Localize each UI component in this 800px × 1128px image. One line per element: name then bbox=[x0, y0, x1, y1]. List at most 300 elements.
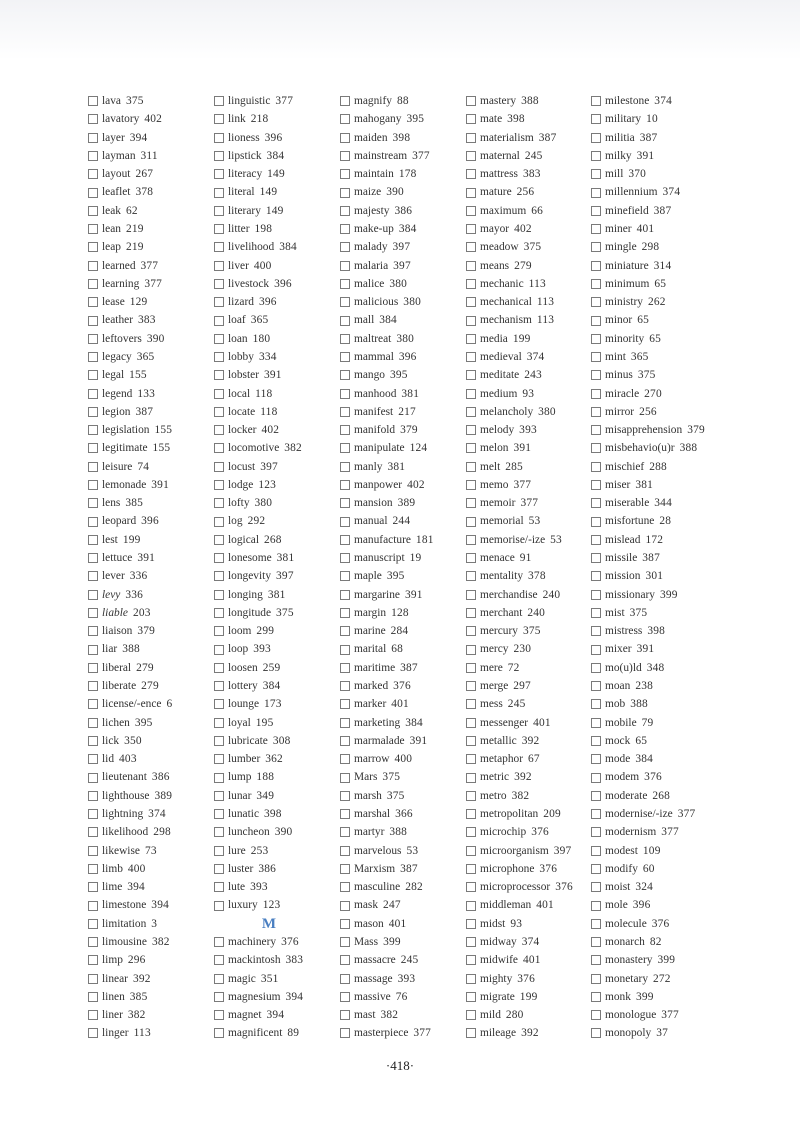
checkbox-square-icon[interactable] bbox=[214, 608, 224, 618]
checkbox-square-icon[interactable] bbox=[591, 791, 601, 801]
checkbox-square-icon[interactable] bbox=[591, 974, 601, 984]
entry-word: linen bbox=[102, 990, 125, 1003]
checkbox-square-icon[interactable] bbox=[214, 736, 224, 746]
entry-page-ref: 365 bbox=[136, 350, 155, 363]
index-entry bbox=[591, 330, 721, 348]
checkbox-square-icon[interactable] bbox=[214, 206, 224, 216]
checkbox-square-icon[interactable] bbox=[88, 261, 98, 271]
entry-word: metaphor bbox=[480, 753, 524, 766]
checkbox-square-icon[interactable] bbox=[88, 754, 98, 764]
checkbox-square-icon[interactable] bbox=[466, 571, 476, 581]
entry-page-ref: 37 bbox=[656, 1027, 668, 1040]
index-entry bbox=[88, 896, 218, 914]
checkbox-square-icon[interactable] bbox=[340, 974, 350, 984]
index-entry bbox=[340, 842, 470, 860]
checkbox-square-icon[interactable] bbox=[340, 352, 350, 362]
checkbox-square-icon[interactable] bbox=[88, 827, 98, 837]
index-entry bbox=[88, 878, 218, 896]
checkbox-square-icon[interactable] bbox=[466, 334, 476, 344]
checkbox-square-icon[interactable] bbox=[591, 754, 601, 764]
checkbox-square-icon[interactable] bbox=[591, 919, 601, 929]
checkbox-square-icon[interactable] bbox=[88, 498, 98, 508]
checkbox-square-icon[interactable] bbox=[466, 791, 476, 801]
checkbox-square-icon[interactable] bbox=[591, 846, 601, 856]
checkbox-square-icon[interactable] bbox=[466, 882, 476, 892]
checkbox-square-icon[interactable] bbox=[466, 151, 476, 161]
checkbox-square-icon[interactable] bbox=[591, 681, 601, 691]
index-entry bbox=[214, 348, 344, 366]
entry-word: media bbox=[480, 332, 508, 345]
checkbox-square-icon[interactable] bbox=[88, 1028, 98, 1038]
checkbox-square-icon[interactable] bbox=[214, 718, 224, 728]
checkbox-square-icon[interactable] bbox=[88, 407, 98, 417]
checkbox-square-icon[interactable] bbox=[340, 882, 350, 892]
checkbox-square-icon[interactable] bbox=[466, 297, 476, 307]
checkbox-square-icon[interactable] bbox=[340, 133, 350, 143]
checkbox-square-icon[interactable] bbox=[214, 480, 224, 490]
checkbox-square-icon[interactable] bbox=[214, 517, 224, 527]
checkbox-square-icon[interactable] bbox=[214, 425, 224, 435]
checkbox-square-icon[interactable] bbox=[591, 937, 601, 947]
checkbox-square-icon[interactable] bbox=[214, 864, 224, 874]
checkbox-square-icon[interactable] bbox=[466, 242, 476, 252]
checkbox-square-icon[interactable] bbox=[466, 425, 476, 435]
checkbox-square-icon[interactable] bbox=[214, 407, 224, 417]
entry-page-ref: 387 bbox=[400, 862, 418, 875]
checkbox-square-icon[interactable] bbox=[466, 133, 476, 143]
checkbox-square-icon[interactable] bbox=[591, 498, 601, 508]
checkbox-square-icon[interactable] bbox=[591, 718, 601, 728]
checkbox-square-icon[interactable] bbox=[466, 901, 476, 911]
checkbox-square-icon[interactable] bbox=[466, 462, 476, 472]
checkbox-square-icon[interactable] bbox=[466, 919, 476, 929]
checkbox-square-icon[interactable] bbox=[340, 188, 350, 198]
checkbox-square-icon[interactable] bbox=[340, 608, 350, 618]
checkbox-square-icon[interactable] bbox=[88, 352, 98, 362]
checkbox-square-icon[interactable] bbox=[340, 425, 350, 435]
checkbox-square-icon[interactable] bbox=[340, 407, 350, 417]
checkbox-square-icon[interactable] bbox=[591, 663, 601, 673]
checkbox-square-icon[interactable] bbox=[591, 443, 601, 453]
checkbox-square-icon[interactable] bbox=[214, 370, 224, 380]
checkbox-square-icon[interactable] bbox=[340, 901, 350, 911]
index-entry bbox=[340, 787, 470, 805]
checkbox-square-icon[interactable] bbox=[591, 261, 601, 271]
entry-page-ref: 382 bbox=[511, 789, 530, 802]
checkbox-square-icon[interactable] bbox=[88, 96, 98, 106]
checkbox-square-icon[interactable] bbox=[340, 754, 350, 764]
checkbox-square-icon[interactable] bbox=[214, 901, 224, 911]
checkbox-square-icon[interactable] bbox=[88, 937, 98, 947]
checkbox-square-icon[interactable] bbox=[88, 608, 98, 618]
checkbox-square-icon[interactable] bbox=[591, 206, 601, 216]
checkbox-square-icon[interactable] bbox=[466, 718, 476, 728]
checkbox-square-icon[interactable] bbox=[88, 151, 98, 161]
index-entry bbox=[591, 183, 721, 201]
checkbox-square-icon[interactable] bbox=[340, 370, 350, 380]
index-entry bbox=[466, 348, 596, 366]
checkbox-square-icon[interactable] bbox=[340, 498, 350, 508]
checkbox-square-icon[interactable] bbox=[591, 133, 601, 143]
entry-page-ref: 376 bbox=[555, 881, 573, 894]
checkbox-square-icon[interactable] bbox=[214, 809, 224, 819]
checkbox-square-icon[interactable] bbox=[214, 498, 224, 508]
checkbox-square-icon[interactable] bbox=[466, 389, 476, 399]
entry-page-ref: 181 bbox=[415, 533, 434, 546]
checkbox-square-icon[interactable] bbox=[340, 645, 350, 655]
checkbox-square-icon[interactable] bbox=[214, 553, 224, 563]
checkbox-square-icon[interactable] bbox=[466, 1028, 476, 1038]
checkbox-square-icon[interactable] bbox=[214, 846, 224, 856]
checkbox-square-icon[interactable] bbox=[214, 1028, 224, 1038]
checkbox-square-icon[interactable] bbox=[340, 389, 350, 399]
checkbox-square-icon[interactable] bbox=[591, 297, 601, 307]
checkbox-square-icon[interactable] bbox=[591, 773, 601, 783]
checkbox-square-icon[interactable] bbox=[340, 1010, 350, 1020]
checkbox-square-icon[interactable] bbox=[591, 279, 601, 289]
checkbox-square-icon[interactable] bbox=[88, 809, 98, 819]
checkbox-square-icon[interactable] bbox=[591, 334, 601, 344]
checkbox-square-icon[interactable] bbox=[466, 626, 476, 636]
checkbox-square-icon[interactable] bbox=[88, 279, 98, 289]
checkbox-square-icon[interactable] bbox=[466, 1010, 476, 1020]
checkbox-square-icon[interactable] bbox=[88, 1010, 98, 1020]
checkbox-square-icon[interactable] bbox=[340, 517, 350, 527]
checkbox-square-icon[interactable] bbox=[88, 517, 98, 527]
checkbox-square-icon[interactable] bbox=[214, 1010, 224, 1020]
checkbox-square-icon[interactable] bbox=[591, 827, 601, 837]
checkbox-square-icon[interactable] bbox=[88, 224, 98, 234]
checkbox-square-icon[interactable] bbox=[340, 242, 350, 252]
checkbox-square-icon[interactable] bbox=[88, 645, 98, 655]
checkbox-square-icon[interactable] bbox=[340, 809, 350, 819]
checkbox-square-icon[interactable] bbox=[340, 773, 350, 783]
checkbox-square-icon[interactable] bbox=[88, 206, 98, 216]
checkbox-square-icon[interactable] bbox=[88, 297, 98, 307]
checkbox-square-icon[interactable] bbox=[591, 389, 601, 399]
checkbox-square-icon[interactable] bbox=[466, 846, 476, 856]
checkbox-square-icon[interactable] bbox=[591, 901, 601, 911]
checkbox-square-icon[interactable] bbox=[466, 96, 476, 106]
checkbox-square-icon[interactable] bbox=[88, 663, 98, 673]
checkbox-square-icon[interactable] bbox=[340, 681, 350, 691]
checkbox-square-icon[interactable] bbox=[466, 681, 476, 691]
entry-page-ref: 65 bbox=[649, 332, 662, 345]
checkbox-square-icon[interactable] bbox=[214, 462, 224, 472]
checkbox-square-icon[interactable] bbox=[214, 992, 224, 1002]
checkbox-square-icon[interactable] bbox=[340, 206, 350, 216]
checkbox-square-icon[interactable] bbox=[88, 626, 98, 636]
checkbox-square-icon[interactable] bbox=[340, 535, 350, 545]
checkbox-square-icon[interactable] bbox=[214, 955, 224, 965]
checkbox-square-icon[interactable] bbox=[466, 316, 476, 326]
checkbox-square-icon[interactable] bbox=[340, 1028, 350, 1038]
checkbox-square-icon[interactable] bbox=[591, 169, 601, 179]
checkbox-square-icon[interactable] bbox=[214, 242, 224, 252]
checkbox-square-icon[interactable] bbox=[466, 188, 476, 198]
checkbox-square-icon[interactable] bbox=[466, 590, 476, 600]
checkbox-square-icon[interactable] bbox=[340, 791, 350, 801]
checkbox-square-icon[interactable] bbox=[214, 827, 224, 837]
checkbox-square-icon[interactable] bbox=[214, 937, 224, 947]
checkbox-square-icon[interactable] bbox=[88, 462, 98, 472]
index-entry bbox=[214, 494, 344, 512]
checkbox-square-icon[interactable] bbox=[340, 827, 350, 837]
index-entry bbox=[591, 1024, 721, 1042]
entry-page-ref: 401 bbox=[388, 917, 407, 930]
checkbox-square-icon[interactable] bbox=[214, 754, 224, 764]
checkbox-square-icon[interactable] bbox=[214, 791, 224, 801]
checkbox-square-icon[interactable] bbox=[591, 224, 601, 234]
checkbox-square-icon[interactable] bbox=[466, 754, 476, 764]
checkbox-square-icon[interactable] bbox=[88, 443, 98, 453]
checkbox-square-icon[interactable] bbox=[88, 425, 98, 435]
checkbox-square-icon[interactable] bbox=[214, 133, 224, 143]
checkbox-square-icon[interactable] bbox=[340, 297, 350, 307]
checkbox-square-icon[interactable] bbox=[591, 608, 601, 618]
checkbox-square-icon[interactable] bbox=[466, 974, 476, 984]
checkbox-square-icon[interactable] bbox=[466, 809, 476, 819]
checkbox-square-icon[interactable] bbox=[214, 334, 224, 344]
checkbox-square-icon[interactable] bbox=[214, 261, 224, 271]
checkbox-square-icon[interactable] bbox=[88, 169, 98, 179]
checkbox-square-icon[interactable] bbox=[88, 736, 98, 746]
checkbox-square-icon[interactable] bbox=[340, 151, 350, 161]
checkbox-square-icon[interactable] bbox=[466, 114, 476, 124]
checkbox-square-icon[interactable] bbox=[591, 955, 601, 965]
checkbox-square-icon[interactable] bbox=[214, 389, 224, 399]
checkbox-square-icon[interactable] bbox=[88, 718, 98, 728]
checkbox-square-icon[interactable] bbox=[88, 316, 98, 326]
checkbox-square-icon[interactable] bbox=[88, 590, 98, 600]
checkbox-square-icon[interactable] bbox=[591, 316, 601, 326]
entry-page-ref: 188 bbox=[256, 771, 275, 784]
entry-word: logical bbox=[228, 533, 259, 546]
checkbox-square-icon[interactable] bbox=[466, 864, 476, 874]
checkbox-square-icon[interactable] bbox=[88, 571, 98, 581]
checkbox-square-icon[interactable] bbox=[466, 663, 476, 673]
checkbox-square-icon[interactable] bbox=[591, 517, 601, 527]
checkbox-square-icon[interactable] bbox=[88, 773, 98, 783]
checkbox-square-icon[interactable] bbox=[591, 407, 601, 417]
checkbox-square-icon[interactable] bbox=[466, 498, 476, 508]
checkbox-square-icon[interactable] bbox=[214, 352, 224, 362]
checkbox-square-icon[interactable] bbox=[340, 626, 350, 636]
checkbox-square-icon[interactable] bbox=[340, 864, 350, 874]
checkbox-square-icon[interactable] bbox=[591, 96, 601, 106]
checkbox-square-icon[interactable] bbox=[591, 535, 601, 545]
checkbox-square-icon[interactable] bbox=[88, 242, 98, 252]
entry-word: minimum bbox=[605, 277, 650, 290]
checkbox-square-icon[interactable] bbox=[214, 626, 224, 636]
checkbox-square-icon[interactable] bbox=[88, 389, 98, 399]
checkbox-square-icon[interactable] bbox=[340, 334, 350, 344]
checkbox-square-icon[interactable] bbox=[214, 297, 224, 307]
checkbox-square-icon[interactable] bbox=[591, 864, 601, 874]
checkbox-square-icon[interactable] bbox=[88, 370, 98, 380]
checkbox-square-icon[interactable] bbox=[591, 882, 601, 892]
entry-page-ref: 240 bbox=[542, 588, 561, 601]
index-entry bbox=[214, 220, 344, 238]
checkbox-square-icon[interactable] bbox=[340, 919, 350, 929]
entry-word: mirror bbox=[605, 405, 635, 418]
checkbox-square-icon[interactable] bbox=[214, 590, 224, 600]
checkbox-square-icon[interactable] bbox=[591, 736, 601, 746]
entry-word: marvelous bbox=[354, 844, 402, 857]
checkbox-square-icon[interactable] bbox=[214, 169, 224, 179]
checkbox-square-icon[interactable] bbox=[591, 590, 601, 600]
checkbox-square-icon[interactable] bbox=[340, 462, 350, 472]
checkbox-square-icon[interactable] bbox=[591, 571, 601, 581]
checkbox-square-icon[interactable] bbox=[214, 882, 224, 892]
checkbox-square-icon[interactable] bbox=[214, 681, 224, 691]
checkbox-square-icon[interactable] bbox=[88, 133, 98, 143]
checkbox-square-icon[interactable] bbox=[466, 480, 476, 490]
checkbox-square-icon[interactable] bbox=[88, 114, 98, 124]
checkbox-square-icon[interactable] bbox=[340, 169, 350, 179]
checkbox-square-icon[interactable] bbox=[591, 188, 601, 198]
checkbox-square-icon[interactable] bbox=[340, 279, 350, 289]
checkbox-square-icon[interactable] bbox=[88, 919, 98, 929]
checkbox-square-icon[interactable] bbox=[214, 571, 224, 581]
checkbox-square-icon[interactable] bbox=[88, 553, 98, 563]
checkbox-square-icon[interactable] bbox=[591, 1028, 601, 1038]
checkbox-square-icon[interactable] bbox=[466, 773, 476, 783]
checkbox-square-icon[interactable] bbox=[591, 242, 601, 252]
checkbox-square-icon[interactable] bbox=[340, 224, 350, 234]
checkbox-square-icon[interactable] bbox=[466, 553, 476, 563]
checkbox-square-icon[interactable] bbox=[466, 827, 476, 837]
entry-page-ref: 93 bbox=[510, 917, 523, 930]
checkbox-square-icon[interactable] bbox=[466, 261, 476, 271]
checkbox-square-icon[interactable] bbox=[88, 992, 98, 1002]
checkbox-square-icon[interactable] bbox=[340, 846, 350, 856]
checkbox-square-icon[interactable] bbox=[340, 443, 350, 453]
checkbox-square-icon[interactable] bbox=[88, 955, 98, 965]
checkbox-square-icon[interactable] bbox=[214, 96, 224, 106]
checkbox-square-icon[interactable] bbox=[466, 407, 476, 417]
checkbox-square-icon[interactable] bbox=[466, 535, 476, 545]
checkbox-square-icon[interactable] bbox=[591, 809, 601, 819]
index-entry bbox=[88, 970, 218, 988]
checkbox-square-icon[interactable] bbox=[591, 114, 601, 124]
checkbox-square-icon[interactable] bbox=[340, 114, 350, 124]
entry-word: milky bbox=[605, 149, 632, 162]
checkbox-square-icon[interactable] bbox=[340, 955, 350, 965]
index-entry bbox=[88, 512, 218, 530]
checkbox-square-icon[interactable] bbox=[466, 279, 476, 289]
checkbox-square-icon[interactable] bbox=[340, 699, 350, 709]
checkbox-square-icon[interactable] bbox=[466, 352, 476, 362]
checkbox-square-icon[interactable] bbox=[466, 736, 476, 746]
checkbox-square-icon[interactable] bbox=[340, 96, 350, 106]
checkbox-square-icon[interactable] bbox=[214, 663, 224, 673]
checkbox-square-icon[interactable] bbox=[466, 224, 476, 234]
checkbox-square-icon[interactable] bbox=[214, 316, 224, 326]
checkbox-square-icon[interactable] bbox=[340, 553, 350, 563]
checkbox-square-icon[interactable] bbox=[214, 151, 224, 161]
checkbox-square-icon[interactable] bbox=[340, 937, 350, 947]
checkbox-square-icon[interactable] bbox=[591, 425, 601, 435]
checkbox-square-icon[interactable] bbox=[88, 681, 98, 691]
checkbox-square-icon[interactable] bbox=[340, 590, 350, 600]
checkbox-square-icon[interactable] bbox=[88, 846, 98, 856]
checkbox-square-icon[interactable] bbox=[88, 791, 98, 801]
index-entry bbox=[466, 896, 596, 914]
checkbox-square-icon[interactable] bbox=[591, 992, 601, 1002]
checkbox-square-icon[interactable] bbox=[214, 645, 224, 655]
entry-page-ref: 324 bbox=[635, 881, 654, 894]
checkbox-square-icon[interactable] bbox=[214, 699, 224, 709]
checkbox-square-icon[interactable] bbox=[214, 535, 224, 545]
index-entry bbox=[591, 531, 721, 549]
checkbox-square-icon[interactable] bbox=[591, 1010, 601, 1020]
index-entry bbox=[591, 640, 721, 658]
checkbox-square-icon[interactable] bbox=[466, 206, 476, 216]
checkbox-square-icon[interactable] bbox=[214, 773, 224, 783]
checkbox-square-icon[interactable] bbox=[591, 480, 601, 490]
checkbox-square-icon[interactable] bbox=[214, 188, 224, 198]
checkbox-square-icon[interactable] bbox=[214, 443, 224, 453]
index-column-1 bbox=[88, 92, 218, 1043]
checkbox-square-icon[interactable] bbox=[214, 279, 224, 289]
checkbox-square-icon[interactable] bbox=[340, 480, 350, 490]
checkbox-square-icon[interactable] bbox=[466, 992, 476, 1002]
checkbox-square-icon[interactable] bbox=[88, 974, 98, 984]
checkbox-square-icon[interactable] bbox=[214, 114, 224, 124]
checkbox-square-icon[interactable] bbox=[340, 718, 350, 728]
checkbox-square-icon[interactable] bbox=[340, 571, 350, 581]
checkbox-square-icon[interactable] bbox=[466, 937, 476, 947]
checkbox-square-icon[interactable] bbox=[340, 316, 350, 326]
checkbox-square-icon[interactable] bbox=[591, 352, 601, 362]
checkbox-square-icon[interactable] bbox=[88, 882, 98, 892]
checkbox-square-icon[interactable] bbox=[466, 517, 476, 527]
checkbox-square-icon[interactable] bbox=[88, 334, 98, 344]
entry-word: lean bbox=[102, 222, 121, 235]
checkbox-square-icon[interactable] bbox=[591, 370, 601, 380]
checkbox-square-icon[interactable] bbox=[340, 261, 350, 271]
checkbox-square-icon[interactable] bbox=[88, 901, 98, 911]
checkbox-square-icon[interactable] bbox=[214, 224, 224, 234]
checkbox-square-icon[interactable] bbox=[88, 699, 98, 709]
entry-page-ref: 113 bbox=[536, 296, 555, 309]
checkbox-square-icon[interactable] bbox=[340, 992, 350, 1002]
checkbox-square-icon[interactable] bbox=[591, 553, 601, 563]
checkbox-square-icon[interactable] bbox=[466, 699, 476, 709]
checkbox-square-icon[interactable] bbox=[466, 370, 476, 380]
entry-word: margin bbox=[354, 606, 387, 619]
checkbox-square-icon[interactable] bbox=[88, 480, 98, 490]
checkbox-square-icon[interactable] bbox=[466, 608, 476, 618]
checkbox-square-icon[interactable] bbox=[340, 736, 350, 746]
checkbox-square-icon[interactable] bbox=[466, 169, 476, 179]
checkbox-square-icon[interactable] bbox=[591, 151, 601, 161]
checkbox-square-icon[interactable] bbox=[340, 663, 350, 673]
checkbox-square-icon[interactable] bbox=[214, 974, 224, 984]
checkbox-square-icon[interactable] bbox=[88, 188, 98, 198]
checkbox-square-icon[interactable] bbox=[466, 443, 476, 453]
checkbox-square-icon[interactable] bbox=[466, 645, 476, 655]
checkbox-square-icon[interactable] bbox=[591, 626, 601, 636]
checkbox-square-icon[interactable] bbox=[591, 645, 601, 655]
checkbox-square-icon[interactable] bbox=[466, 955, 476, 965]
checkbox-square-icon[interactable] bbox=[88, 864, 98, 874]
entry-word: liar bbox=[102, 643, 118, 656]
checkbox-square-icon[interactable] bbox=[591, 462, 601, 472]
checkbox-square-icon[interactable] bbox=[88, 535, 98, 545]
checkbox-square-icon[interactable] bbox=[591, 699, 601, 709]
